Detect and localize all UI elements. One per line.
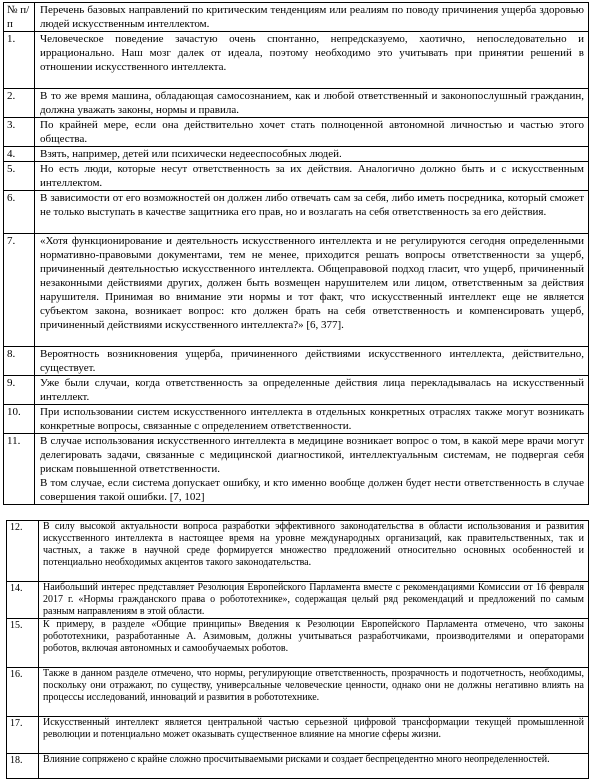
row-text-cell: По крайней мере, если она действительно хочет стать полноценной автономной личностью и частью этого общества. xyxy=(35,118,589,147)
row-number-cell: 12. xyxy=(7,521,39,582)
row-number-cell: 5. xyxy=(4,162,35,191)
row-text-cell: Но есть люди, которые несут ответственность за их действия. Аналогично должно быть и с искусственным интеллектом. xyxy=(35,162,589,191)
row-number-cell: 11. xyxy=(4,434,35,505)
row-text-paragraph: В случае использования искусственного интеллекта в медицине возникает вопрос о том, в какой мере врачи могут делегировать задачи, связанные с медицинской диагностикой, интеллектуальным системам, не подвергая себя рискам повышенной ответственности. xyxy=(40,435,584,475)
row-text-cell: Влияние сопряжено с крайне сложно просчитываемыми рисками и создает беспрецедентно много неопределенностей. xyxy=(39,754,589,779)
row-text-cell: Искусственный интеллект является центральной частью серьезной цифровой трансформации текущей промышленной революции и потенциально может оказывать существенное влияние на многие сферы жизни. xyxy=(39,717,589,754)
row-number-cell: 6. xyxy=(4,191,35,234)
row-text-cell: Взять, например, детей или психически недееспособных людей. xyxy=(35,147,589,162)
header-text-cell: Перечень базовых направлений по критическим тенденциям или реалиям по поводу причинения ущерба здоровью людей искусственным интеллектом. xyxy=(35,3,589,32)
table-row xyxy=(7,717,589,754)
row-number-cell: 9. xyxy=(4,376,35,405)
row-text-cell: В то же время машина, обладающая самосознанием, как и любой ответственный и законопослушный гражданин, должна уважать законы, нормы и правила. xyxy=(35,89,589,118)
row-text-paragraph: В том случае, если система допускает ошибку, и кто именно вообще должен будет нести ответственность в случае совершения такой ошибки. [7, 102] xyxy=(40,477,584,503)
table-row xyxy=(4,118,589,147)
table-row xyxy=(4,191,589,234)
table-header-row xyxy=(4,3,589,32)
row-text-cell: «Хотя функционирование и деятельность искусственного интеллекта и не регулируются сегодня определенными нормативно-правовыми документами, тем не менее, приходится решать вопросы ответственности за ущерб, причиненный деятельностью искусственного интеллекта. Общеправовой подход гласит, что ущерб, причиненный незаконными действиями других, должен быть возмещен нарушителем или лицом, ответственным за действия нарушителя. Принимая во внимание эти нормы и тот факт, что искусственный интеллект еще не является субъектом закона, возникает вопрос: кто должен брать на себя ответственность и компенсировать ущерб, причиненный действиями искусственного интеллекта?» [6, 377]. xyxy=(35,234,589,347)
table-row xyxy=(7,754,589,779)
analysis-table-continued xyxy=(6,520,589,779)
table-row xyxy=(4,405,589,434)
table-row xyxy=(4,347,589,376)
table-row xyxy=(4,162,589,191)
row-number-cell: 2. xyxy=(4,89,35,118)
row-number-cell: 4. xyxy=(4,147,35,162)
row-text-cell: В силу высокой актуальности вопроса разработки эффективного законодательства в области использования и развития искусственного интеллекта в настоящее время на уровне международных организаций, как правительственных, так и частных, а также в научной среде формируется множество предложений относительно основных особенностей и потенциально необходимых акцентов такого законодательства. xyxy=(39,521,589,582)
table-row xyxy=(7,668,589,717)
row-text-cell xyxy=(35,434,589,505)
header-number-cell: № п/п xyxy=(4,3,35,32)
row-text-cell: Наибольший интерес представляет Резолюция Европейского Парламента вместе с рекомендациями Комиссии от 16 февраля 2017 г. «Нормы гражданского права о робототехнике», содержащая целый ряд рекомендаций и предложений по самым разным направлениям в этой области. xyxy=(39,582,589,619)
row-text-cell: В зависимости от его возможностей он должен либо отвечать сам за себя, либо иметь посредника, который сможет не только выступать в качестве защитника его прав, но и возлагать на себя ответственность за его действия. xyxy=(35,191,589,234)
table-row xyxy=(4,234,589,347)
row-number-cell: 17. xyxy=(7,717,39,754)
analysis-table xyxy=(3,2,589,505)
table-row xyxy=(7,582,589,619)
row-number-cell: 18. xyxy=(7,754,39,779)
row-number-cell: 16. xyxy=(7,668,39,717)
row-text-cell: Уже были случаи, когда ответственность за определенные действия лица перекладывалась на искусственный интеллект. xyxy=(35,376,589,405)
row-number-cell: 7. xyxy=(4,234,35,347)
row-text-cell: Человеческое поведение зачастую очень спонтанно, непредсказуемо, хаотично, непоследовательно и иррационально. Наш мозг далек от идеала, поэтому необходимо это учитывать при принятии решений в отношении искусственного интеллекта. xyxy=(35,32,589,89)
table-row xyxy=(4,32,589,89)
row-text-cell: Также в данном разделе отмечено, что нормы, регулирующие ответственность, прозрачность и подотчетность, необходимы, поскольку они отражают, по существу, универсальные человеческие ценности, однако они не должны негативно влиять на процессы исследований, инноваций и развития в робототехнике. xyxy=(39,668,589,717)
row-number-cell: 8. xyxy=(4,347,35,376)
row-number-cell: 1. xyxy=(4,32,35,89)
table-row xyxy=(7,619,589,668)
table-row xyxy=(7,521,589,582)
row-text-cell: При использовании систем искусственного интеллекта в отдельных конкретных отраслях также могут возникать конкретные вопросы, связанные с определением ответственности. xyxy=(35,405,589,434)
table-row xyxy=(4,376,589,405)
table-row xyxy=(4,434,589,505)
table-row xyxy=(4,89,589,118)
row-number-cell: 14. xyxy=(7,582,39,619)
row-number-cell: 3. xyxy=(4,118,35,147)
row-number-cell: 10. xyxy=(4,405,35,434)
row-text-cell: К примеру, в разделе «Общие принципы» Введения к Резолюции Европейского Парламента отмечено, что законы робототехники, разработанные А. Азимовым, должны учитываться разработчиками, производителями и операторами роботов, включая автономных и самообучаемых роботов. xyxy=(39,619,589,668)
table-row xyxy=(4,147,589,162)
row-text-cell: Вероятность возникновения ущерба, причиненного действиями искусственного интеллекта, действительно, существует. xyxy=(35,347,589,376)
row-number-cell: 15. xyxy=(7,619,39,668)
